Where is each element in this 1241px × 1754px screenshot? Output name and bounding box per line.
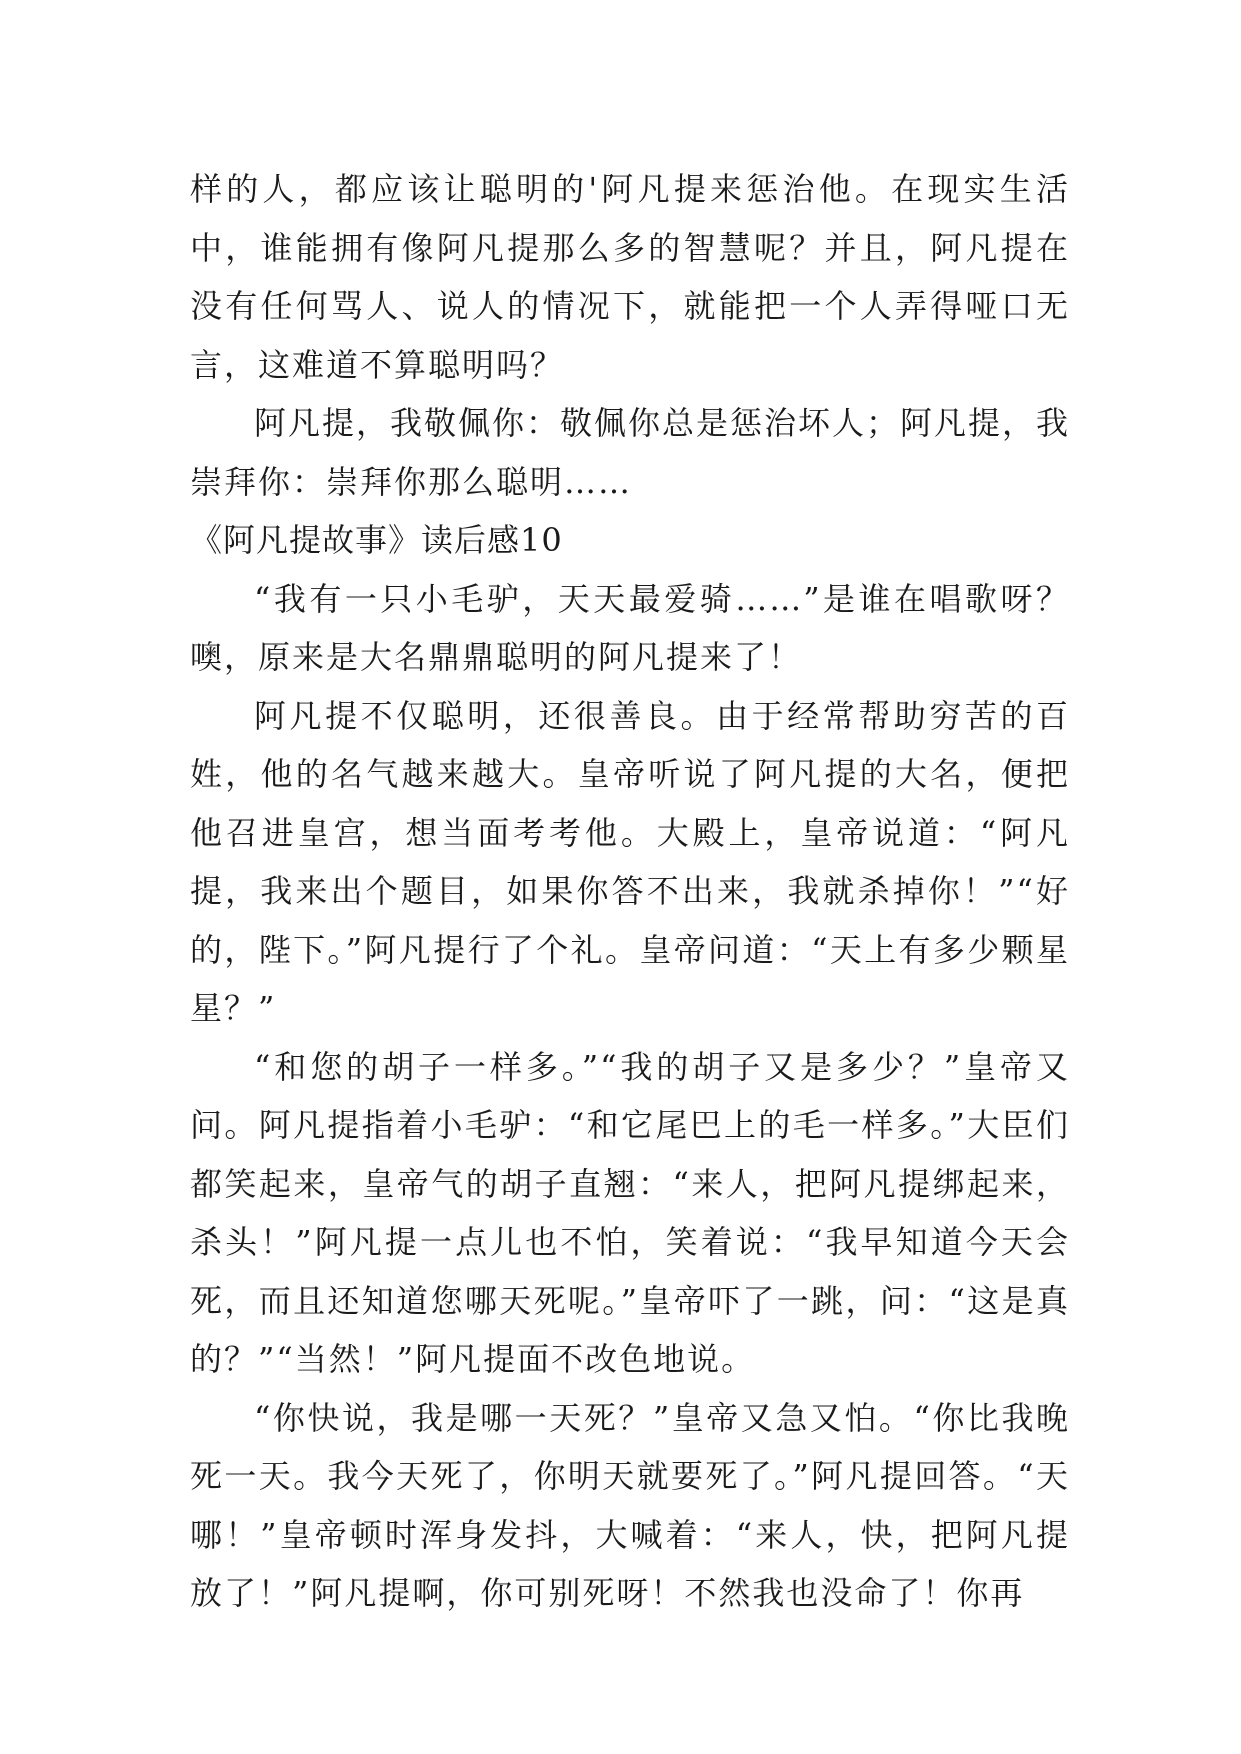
document-page	[190, 160, 1070, 1623]
paragraph: “你快说，我是哪一天死？”皇帝又急又怕。“你比我晚死一天。我今天死了，你明天就要死了。”阿凡提回答。“天哪！”皇帝顿时浑身发抖，大喊着：“来人，快，把阿凡提放了！”阿凡提啊，你可别死呀！不然我也没命了！你再	[190, 1398, 1070, 1612]
section-title: 《阿凡提故事》读后感10	[190, 521, 563, 559]
paragraph: 样的人，都应该让聪明的'阿凡提来惩治他。在现实生活中，谁能拥有像阿凡提那么多的智慧呢？并且，阿凡提在没有任何骂人、说人的情况下，就能把一个人弄得哑口无言，这难道不算聪明吗？	[190, 170, 1070, 384]
paragraph: “和您的胡子一样多。”“我的胡子又是多少？”皇帝又问。阿凡提指着小毛驴：“和它尾巴上的毛一样多。”大臣们都笑起来，皇帝气的胡子直翘：“来人，把阿凡提绑起来，杀头！”阿凡提一点儿也不怕，笑着说：“我早知道今天会死，而且还知道您哪天死呢。”皇帝吓了一跳，问：“这是真的？”“当然！”阿凡提面不改色地说。	[190, 1047, 1070, 1378]
paragraph: 阿凡提不仅聪明，还很善良。由于经常帮助穷苦的百姓，他的名气越来越大。皇帝听说了阿凡提的大名，便把他召进皇宫，想当面考考他。大殿上，皇帝说道：“阿凡提，我来出个题目，如果你答不出来，我就杀掉你！”“好的，陛下。”阿凡提行了个礼。皇帝问道：“天上有多少颗星星？”	[190, 696, 1070, 1027]
paragraph: 阿凡提，我敬佩你：敬佩你总是惩治坏人；阿凡提，我崇拜你：崇拜你那么聪明……	[190, 404, 1071, 501]
paragraph: “我有一只小毛驴，天天最爱骑……”是谁在唱歌呀？噢，原来是大名鼎鼎聪明的阿凡提来了！	[190, 579, 1070, 676]
